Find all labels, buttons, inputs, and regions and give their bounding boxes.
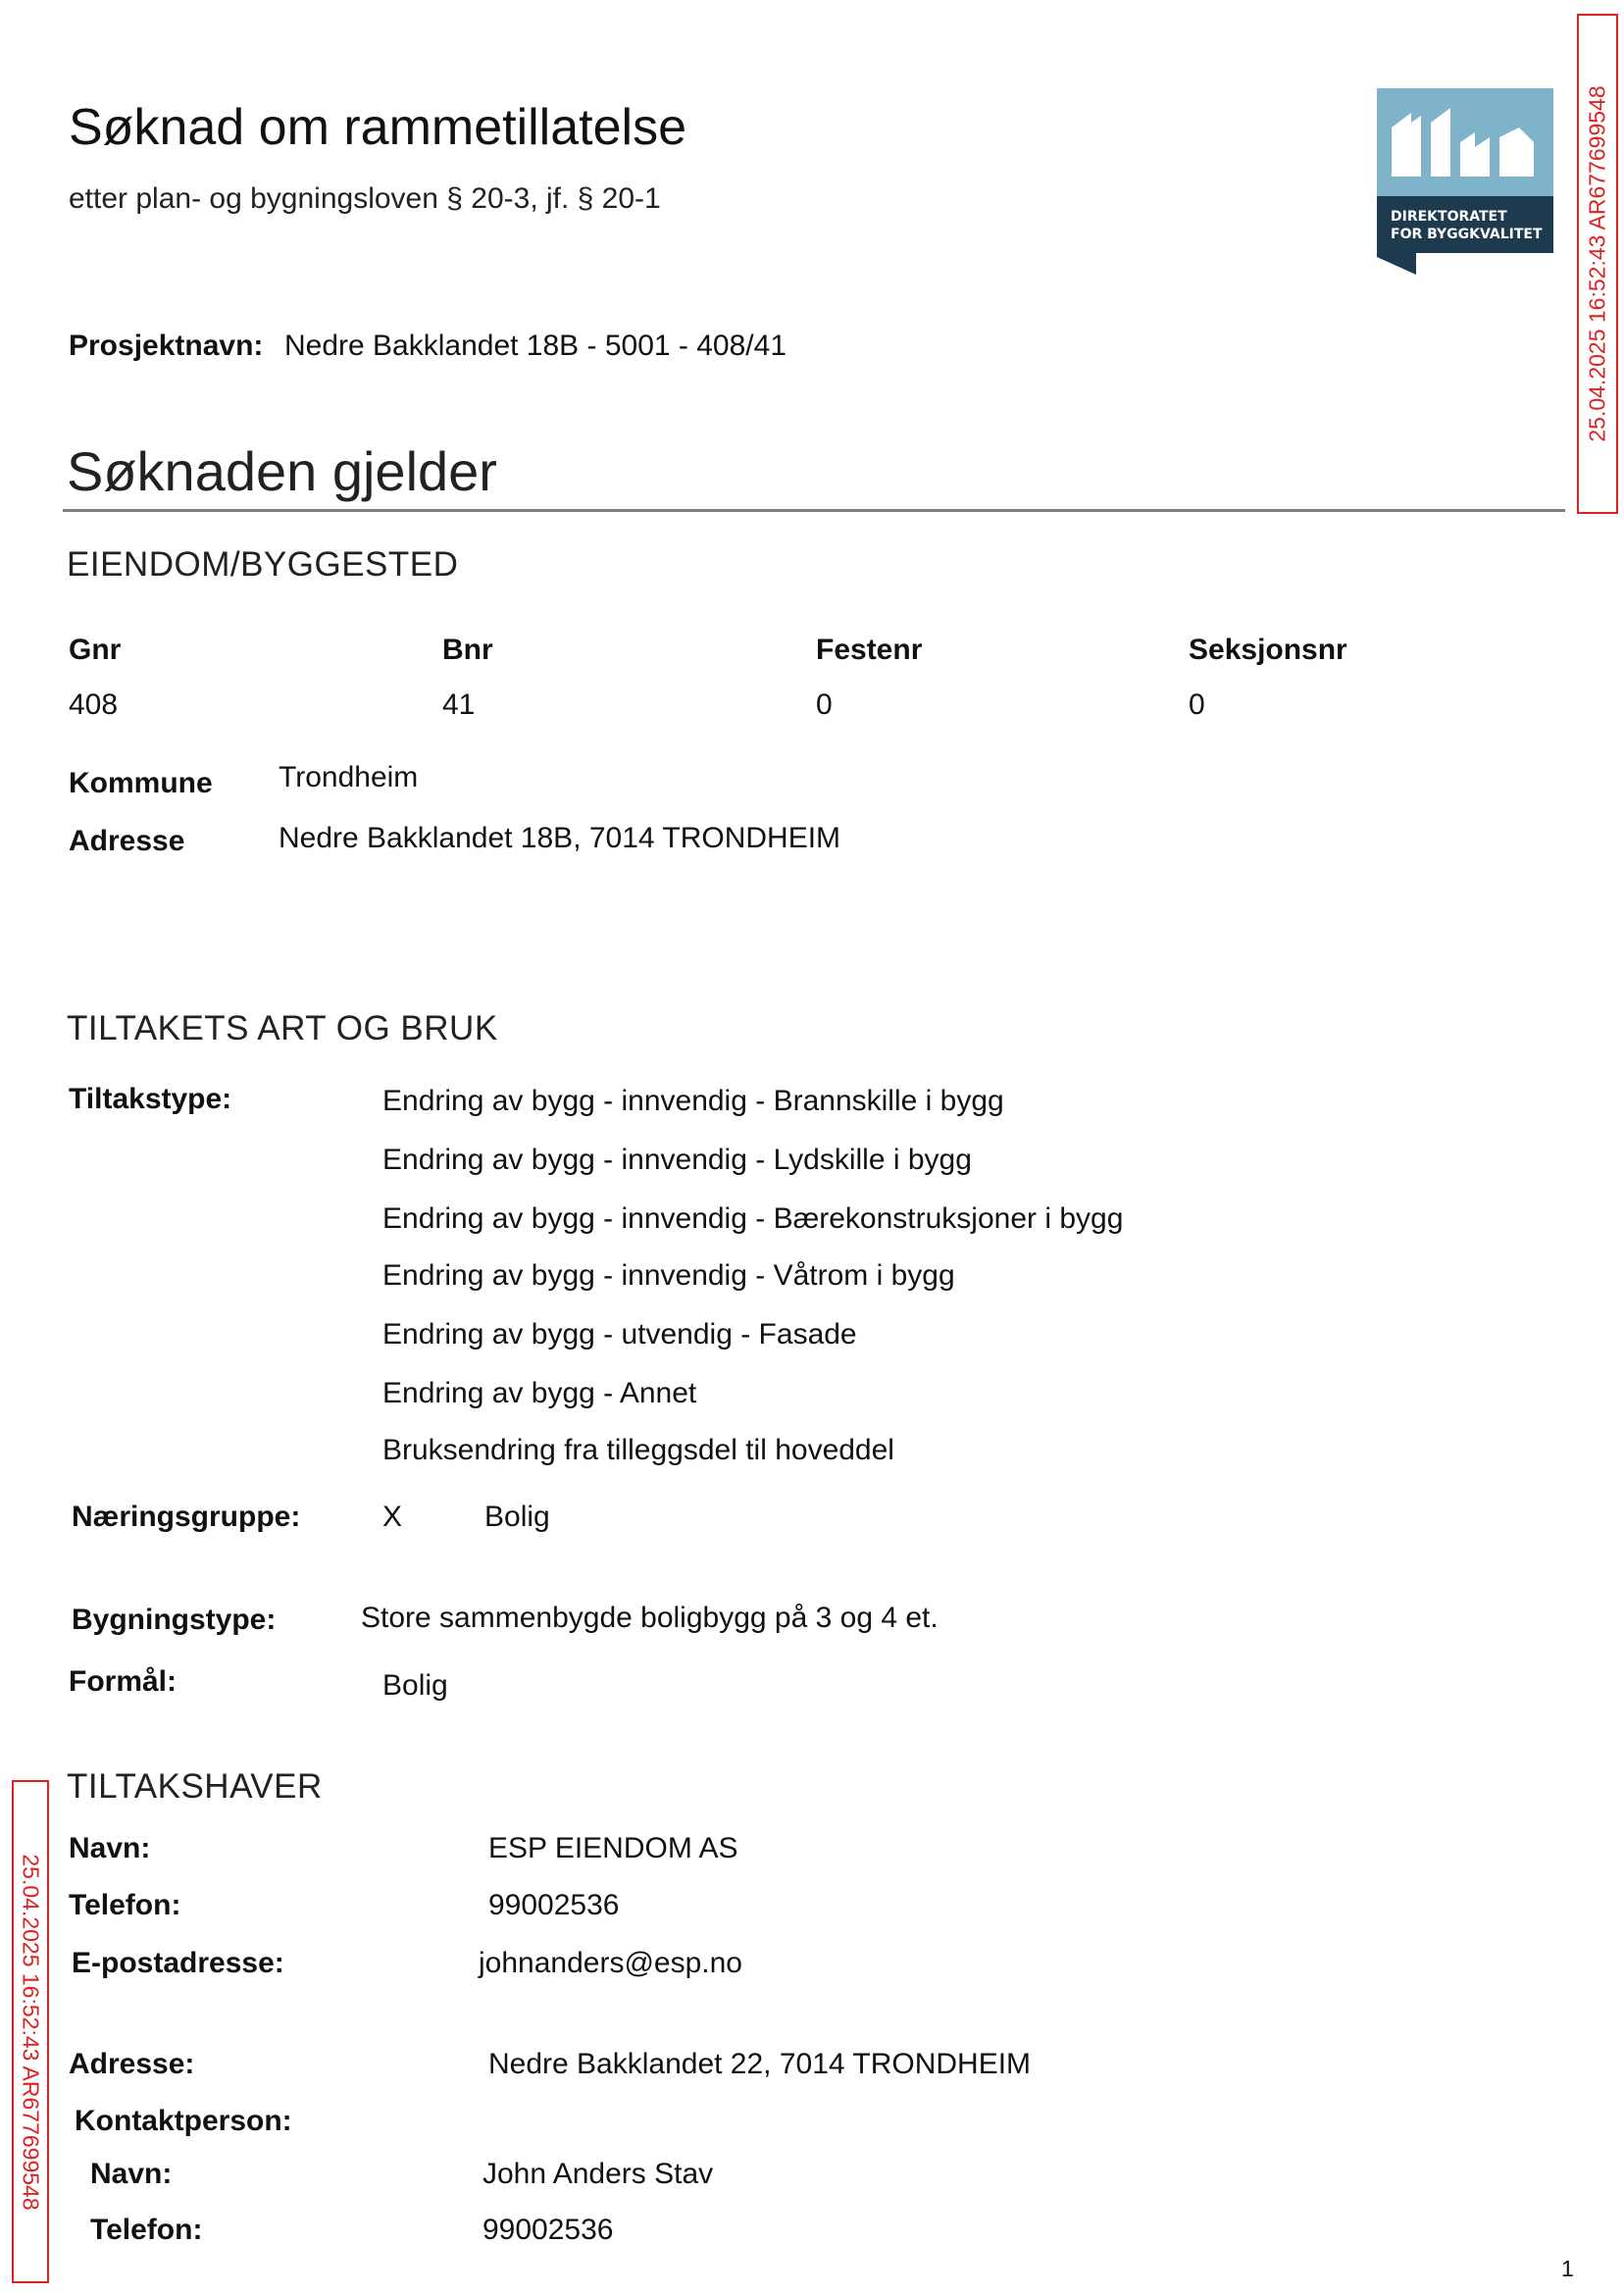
naeringsgruppe-code: X [382,1501,403,1533]
svg-text:DIREKTORATET: DIREKTORATET [1391,209,1507,225]
kommune-label: Kommune [69,767,213,799]
formal-label: Formål: [69,1665,178,1698]
tiltakstype-item: Endring av bygg - Annet [382,1377,697,1409]
adresse-value: Nedre Bakklandet 18B, 7014 TRONDHEIM [279,822,841,854]
tiltakshaver-navn-label: Navn: [69,1832,151,1864]
page-number: 1 [1561,2256,1574,2281]
timestamp-stamp-bottom: 25.04.2025 16:52:43 AR677699548 [12,1780,49,2283]
kontaktperson-navn-value: John Anders Stav [482,2158,714,2190]
tiltakstype-label: Tiltakstype: [69,1083,232,1115]
naeringsgruppe-value: Bolig [484,1501,550,1533]
tiltakshaver-heading: TILTAKSHAVER [67,1767,323,1806]
tiltakshaver-navn-value: ESP EIENDOM AS [488,1832,738,1864]
section-divider [63,509,1565,512]
tiltakstype-item: Endring av bygg - innvendig - Bærekonstruksjoner i bygg [382,1202,1124,1235]
tiltakshaver-telefon-label: Telefon: [69,1889,181,1921]
project-name-label: Prosjektnavn: [69,330,264,362]
seksjonsnr-label: Seksjonsnr [1189,634,1347,666]
section-title: Søknaden gjelder [67,440,497,502]
tiltakstype-item: Endring av bygg - innvendig - Brannskille i bygg [382,1085,1004,1117]
tiltak-heading: TILTAKETS ART OG BRUK [67,1009,498,1047]
project-name-value: Nedre Bakklandet 18B - 5001 - 408/41 [284,330,787,362]
tiltakshaver-adresse-label: Adresse: [69,2048,195,2080]
festenr-value: 0 [816,688,833,721]
eiendom-heading: EIENDOM/BYGGESTED [67,545,459,584]
document-title: Søknad om rammetillatelse [69,99,686,156]
gnr-value: 408 [69,688,119,721]
timestamp-stamp-top: 25.04.2025 16:52:43 AR677699548 [1577,14,1618,514]
bnr-value: 41 [442,688,476,721]
kontaktperson-label: Kontaktperson: [75,2105,292,2137]
kommune-value: Trondheim [279,761,419,793]
svg-text:FOR BYGGKVALITET: FOR BYGGKVALITET [1391,227,1543,242]
tiltakshaver-adresse-value: Nedre Bakklandet 22, 7014 TRONDHEIM [488,2048,1032,2080]
tiltakstype-item: Endring av bygg - utvendig - Fasade [382,1318,857,1351]
tiltakshaver-telefon-value: 99002536 [488,1889,620,1921]
document-subtitle: etter plan- og bygningsloven § 20-3, jf. § 20-1 [69,182,661,215]
adresse-label: Adresse [69,825,185,857]
gnr-label: Gnr [69,634,122,666]
formal-value: Bolig [382,1669,448,1702]
logo-emblem-icon [1377,88,1553,275]
kontaktperson-telefon-value: 99002536 [482,2214,614,2246]
bnr-label: Bnr [442,634,493,666]
tiltakstype-item: Endring av bygg - innvendig - Våtrom i bygg [382,1259,955,1292]
tiltakshaver-epost-label: E-postadresse: [72,1947,284,1979]
kontaktperson-navn-label: Navn: [90,2158,173,2190]
bygningstype-label: Bygningstype: [72,1604,277,1636]
tiltakstype-item: Bruksendring fra tilleggsdel til hoveddel [382,1434,894,1466]
tiltakstype-item: Endring av bygg - innvendig - Lydskille i bygg [382,1144,972,1176]
bygningstype-value: Store sammenbygde boligbygg på 3 og 4 et. [361,1602,939,1634]
dibk-logo [1377,88,1553,275]
naeringsgruppe-label: Næringsgruppe: [72,1501,301,1533]
tiltakshaver-epost-value: johnanders@esp.no [479,1947,742,1979]
festenr-label: Festenr [816,634,923,666]
kontaktperson-telefon-label: Telefon: [90,2214,203,2246]
seksjonsnr-value: 0 [1189,688,1205,721]
